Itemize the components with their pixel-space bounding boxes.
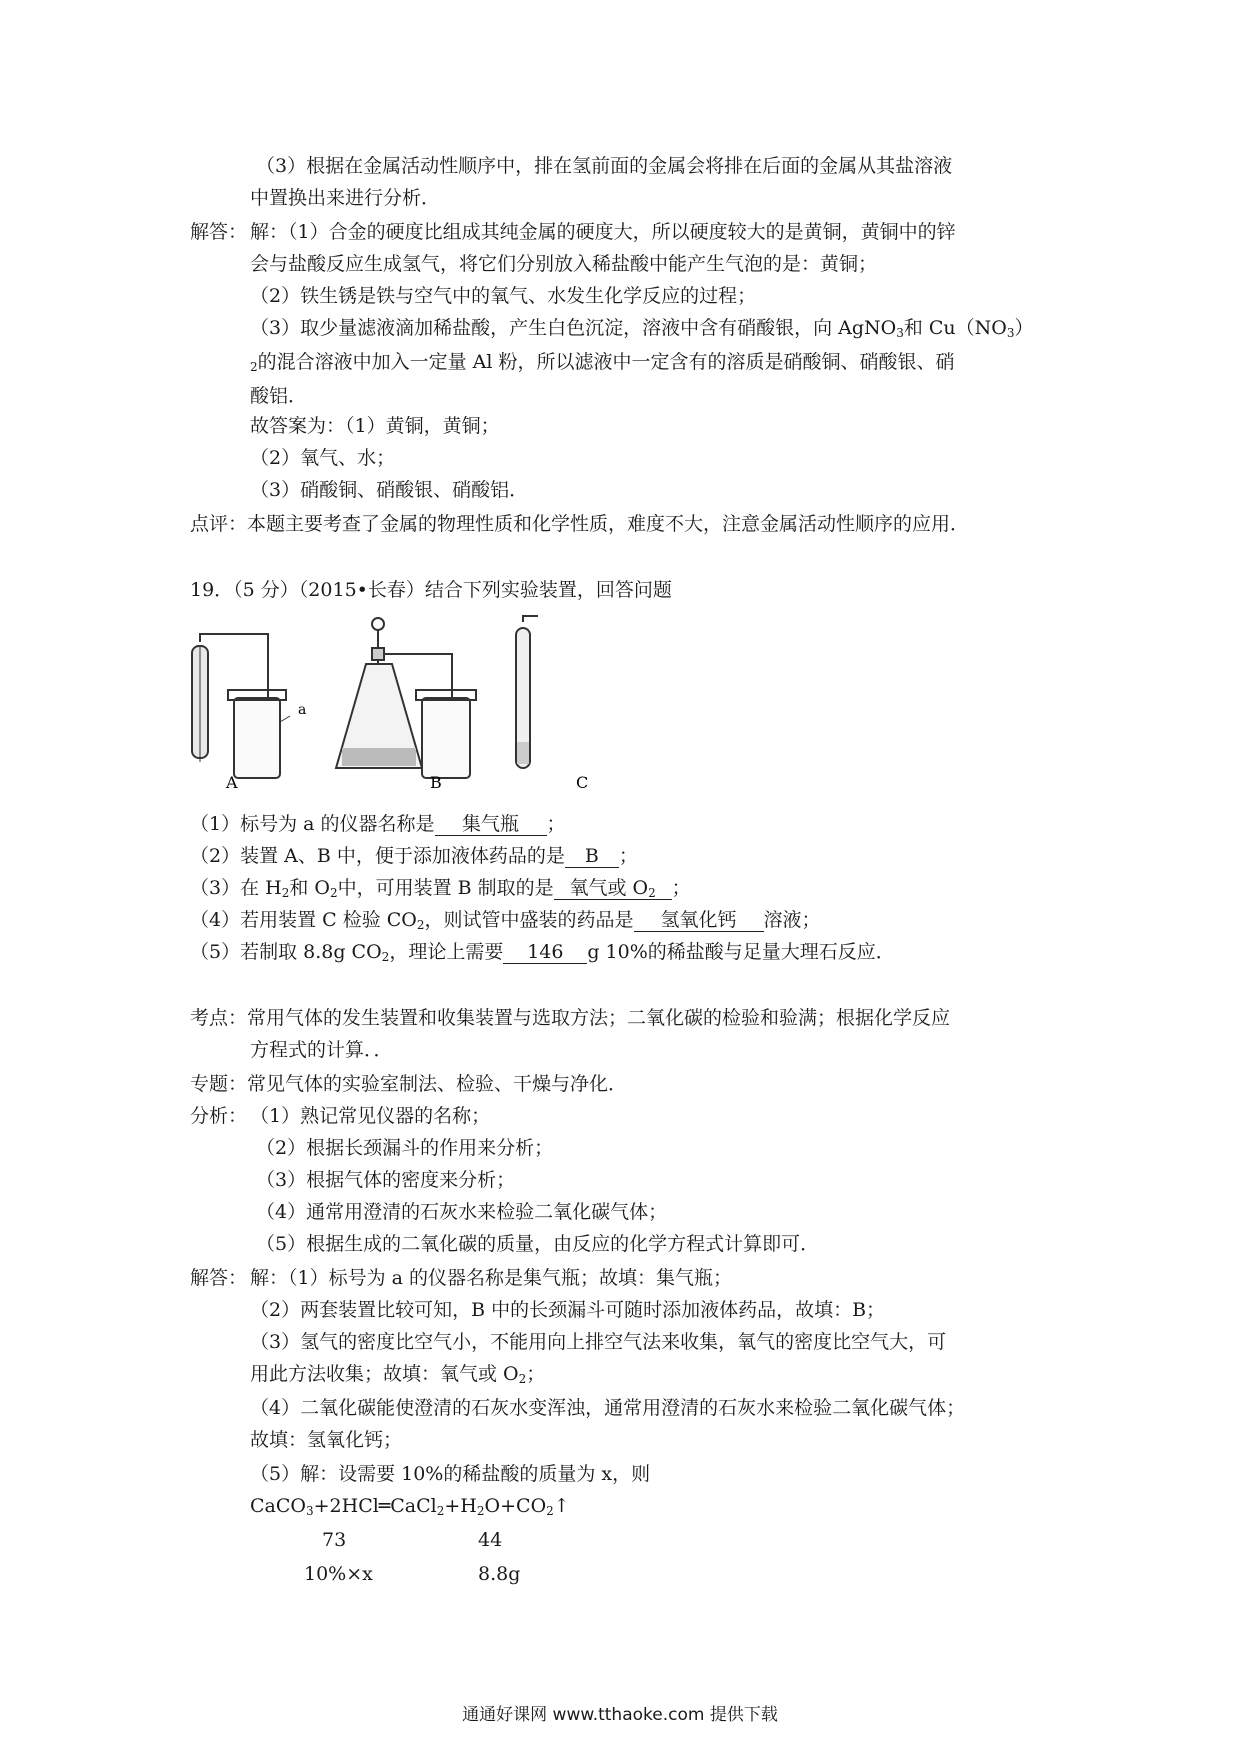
answer-line: 故答案为：（1）黄铜，黄铜； [250, 415, 500, 437]
analysis-label: 分析： [190, 1105, 248, 1127]
question-line: （5）若制取 8.8g $CO_2$，理论上需要 146 g 10%的稀盐酸与足量大理石反应． [190, 941, 895, 964]
apparatus-figure [186, 612, 606, 792]
kaodian-line: 方程式的计算．． [250, 1039, 393, 1061]
answer-line: （2）两套装置比较可知，B 中的长颈漏斗可随时添加液体药品，故填：B； [250, 1299, 886, 1321]
text-segment: O+CO [484, 1495, 547, 1517]
text-segment: （4）若用装置 C 检验 CO [190, 909, 417, 931]
text-segment: （3）取少量滤液滴加稀盐酸，产生白色沉淀，溶液中含有硝酸银，向 AgNO [250, 317, 897, 339]
mass-value: 10%×x [304, 1563, 373, 1585]
answer-line: 解：（1）合金的硬度比组成其纯金属的硬度大，所以硬度较大的是黄铜，黄铜中的锌 [250, 221, 956, 243]
question-line: （4）若用装置 C 检验 $CO_2$，则试管中盛装的药品是 氢氧化钙 溶液； [190, 909, 821, 932]
answer-line: （4）二氧化碳能使澄清的石灰水变浑浊，通常用澄清的石灰水来检验二氧化碳气体； [250, 1397, 966, 1419]
chemical-equation: $CaCO_3+2HCl═CaCl_2+H_2O+CO_2↑$ [250, 1495, 570, 1518]
text-segment: 和 Cu（NO [903, 317, 1007, 339]
text-segment: 和 O [289, 877, 330, 899]
apparatus-b [336, 618, 476, 778]
text-segment: （5）若制取 8.8g CO [190, 941, 382, 963]
answer-line: （3）氢气的密度比空气小，不能用向上排空气法来收集，氧气的密度比空气大，可 [250, 1331, 947, 1353]
fill-answer: 氢氧化钙 [634, 909, 764, 932]
question-stem: 19．（5 分）（2015•长春）结合下列实验装置，回答问题 [190, 579, 672, 601]
text-segment: ； [671, 877, 691, 899]
apparatus-a [192, 634, 290, 778]
text-segment: +2HCl═CaCl [313, 1495, 437, 1517]
fig-label-B: B [430, 773, 442, 792]
molar-mass: 73 [322, 1529, 347, 1551]
text-segment: ↑ [553, 1495, 570, 1517]
text-segment: （3）在 H [190, 877, 282, 899]
text-segment: ，则试管中盛装的药品是 [424, 909, 634, 931]
answer-line: （2）铁生锈是铁与空气中的氧气、水发生化学反应的过程； [250, 285, 757, 307]
answer-label: 解答： [190, 221, 248, 243]
text-segment: ； [618, 845, 638, 867]
question-line [190, 844, 638, 868]
text-segment: （2）装置 A、B 中，便于添加液体药品的是 [190, 845, 565, 867]
text-segment: CaCO [250, 1495, 306, 1517]
text-segment: 溶液； [763, 909, 821, 931]
fill-answer: 集气瓶 [435, 813, 547, 836]
answer-line: 解：（1）标号为 a 的仪器名称是集气瓶；故填：集气瓶； [250, 1267, 732, 1289]
fill-answer: 146 [503, 941, 587, 964]
answer-label: 解答： [190, 1267, 248, 1289]
text-segment: g 10%的稀盐酸与足量大理石反应． [587, 941, 895, 963]
fig-label-C: C [576, 773, 589, 792]
analysis-line: （2）根据长颈漏斗的作用来分析； [256, 1137, 554, 1159]
text-segment: ； [546, 813, 566, 835]
answer-line: $_2$的混合溶液中加入一定量 Al 粉，所以滤液中一定含有的溶质是硝酸铜、硝酸银、硝 [250, 351, 955, 374]
analysis-line: 中置换出来进行分析． [250, 187, 441, 209]
text-segment: ，理论上需要 [389, 941, 504, 963]
topic-line: 专题：常见气体的实验室制法、检验、干燥与净化． [190, 1073, 628, 1095]
question-line [190, 812, 566, 836]
text-segment: ； [526, 1363, 546, 1385]
text-segment: +H [444, 1495, 477, 1517]
answer-line: 用此方法收集；故填：氧气或 $O_2$； [250, 1363, 546, 1386]
kaodian-line: 考点：常用气体的发生装置和收集装置与选取方法；二氧化碳的检验和验满；根据化学反应 [190, 1007, 951, 1029]
analysis-line: （1）熟记常见仪器的名称； [250, 1105, 491, 1127]
answer-line: 酸铝． [250, 385, 308, 407]
answer-line: （5）解：设需要 10%的稀盐酸的质量为 x，则 [250, 1463, 651, 1485]
text-segment: （1）标号为 a 的仪器名称是 [190, 813, 435, 835]
comment-line: 点评：本题主要考查了金属的物理性质和化学性质，难度不大，注意金属活动性顺序的应用． [190, 513, 970, 535]
answer-line: 会与盐酸反应生成氢气，将它们分别放入稀盐酸中能产生气泡的是：黄铜； [250, 253, 878, 275]
answer-line: （3）硝酸铜、硝酸银、硝酸铝． [250, 479, 529, 501]
text-segment: 用此方法收集；故填：氧气或 O [250, 1363, 519, 1385]
answer-line: 故填：氢氧化钙； [250, 1429, 403, 1451]
apparatus-c [516, 616, 538, 768]
fill-answer: 氧气或 $O_2$ [554, 877, 672, 900]
text-segment: 的混合溶液中加入一定量 Al 粉，所以滤液中一定含有的溶质是硝酸铜、硝酸银、硝 [257, 351, 955, 373]
text-segment: 氧气或 O [569, 877, 649, 899]
fig-label-A: A [226, 773, 238, 792]
analysis-line: （5）根据生成的二氧化碳的质量，由反应的化学方程式计算即可． [256, 1233, 820, 1255]
question-line: （3）在 $H_2$和 $O_2$中，可用装置 B 制取的是 氧气或 $O_2$ ； [190, 877, 691, 900]
analysis-line: （4）通常用澄清的石灰水来检验二氧化碳气体； [256, 1201, 668, 1223]
mass-value: 8.8g [478, 1563, 521, 1585]
footer: 通通好课网 www.tthaoke.com 提供下载 [462, 1705, 778, 1725]
analysis-line: （3）根据在金属活动性顺序中，排在氢前面的金属会将排在后面的金属从其盐溶液 [256, 155, 953, 177]
fill-answer: B [565, 845, 619, 868]
answer-line: （3）取少量滤液滴加稀盐酸，产生白色沉淀，溶液中含有硝酸银，向 AgNO$_3$和 $Cu(NO_3)$ [250, 317, 1034, 340]
molar-mass: 44 [478, 1529, 503, 1551]
fig-label-a: a [298, 702, 307, 718]
text-segment: ） [1014, 317, 1034, 339]
text-segment: 中，可用装置 B 制取的是 [337, 877, 554, 899]
analysis-line: （3）根据气体的密度来分析； [256, 1169, 516, 1191]
answer-line: （2）氧气、水； [250, 447, 396, 469]
